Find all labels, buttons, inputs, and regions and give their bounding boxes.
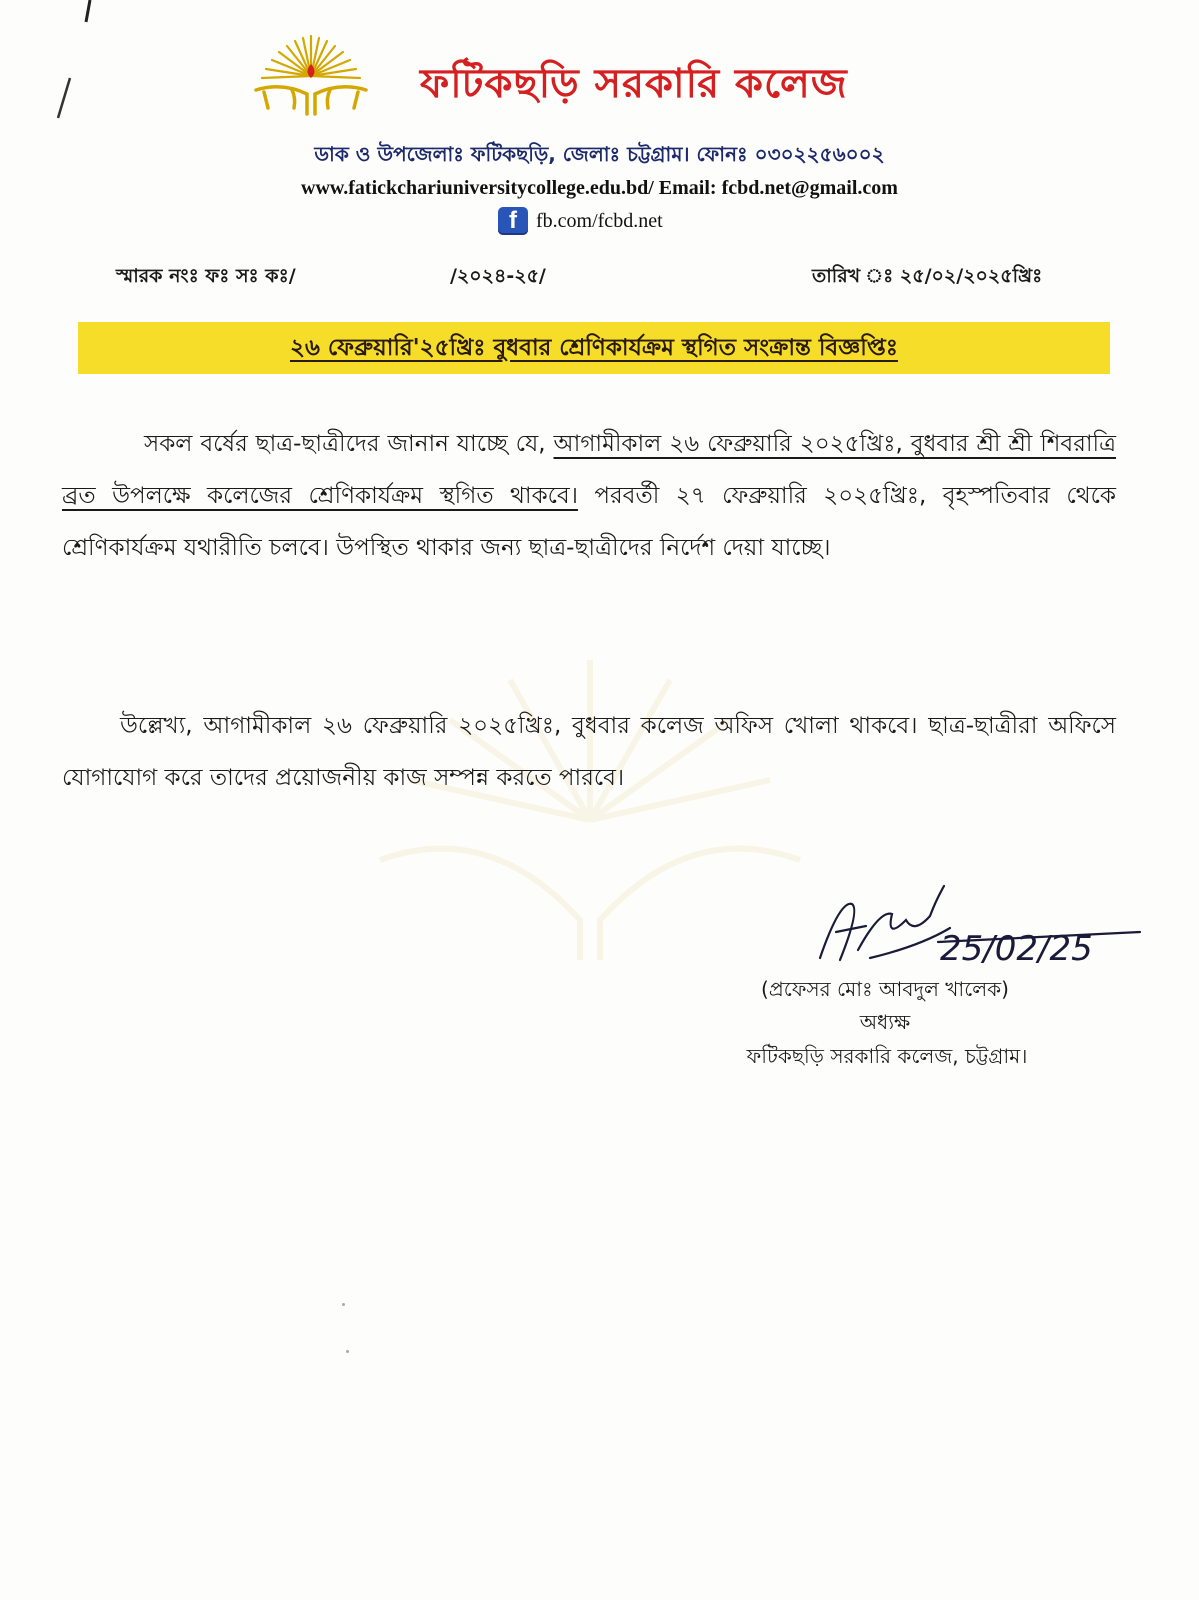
memo-number: স্মারক নংঃ ফঃ সঃ কঃ/ — [116, 265, 296, 287]
paper-speck — [346, 1350, 349, 1353]
facebook-link — [498, 206, 663, 236]
notice-date: তারিখ ঃ ২৫/০২/২০২৫খ্রিঃ — [812, 265, 1043, 287]
para1-start: সকল বর্ষের ছাত্র-ছাত্রীদের জানান যাচ্ছে যে, — [144, 431, 554, 457]
body-paragraph-1 — [62, 418, 1116, 574]
paper-speck — [342, 1303, 345, 1306]
para1-underlined: আগামীকাল ২৬ ফেব্রুয়ারি ২০২৫খ্রিঃ, বুধবার শ্রী শ্রী শিবরাত্রি ব্রত উপলক্ষে কলেজের শ্রেণিকার্যক্রম স্থগিত থাকবে। — [62, 431, 1116, 509]
subject-banner — [78, 322, 1110, 374]
body-paragraph-2: উল্লেখ্য, আগামীকাল ২৬ ফেব্রুয়ারি ২০২৫খ্রিঃ, বুধবার কলেজ অফিস খোলা থাকবে। ছাত্র-ছাত্রীরা অফিসে যোগাযোগ করে তাদের প্রয়োজনীয় কাজ সম্পন্ন করতে পারবে। — [62, 713, 1116, 791]
pen-stroke-mark — [40, 0, 100, 130]
subject-text: ২৬ ফেব্রুয়ারি'২৫খ্রিঃ বুধবার শ্রেণিকার্যক্রম স্থগিত সংক্রান্ত বিজ্ঞপ্তিঃ — [289, 334, 898, 361]
college-name: ফটিকছড়ি সরকারি কলেজ — [420, 61, 848, 107]
para1-end: পরবর্তী ২৭ ফেব্রুয়ারি ২০২৫খ্রিঃ, বৃহস্পতিবার থেকে শ্রেণিকার্যক্রম যথারীতি চলবে। উপস্থিত থাকার জন্য ছাত্র-ছাত্রীদের নির্দেশ দেয়া যাচ্ছে। — [62, 483, 1116, 561]
reference-row — [0, 262, 1199, 292]
signer-title: অধ্যক্ষ — [859, 1010, 911, 1034]
signer-organization: ফটিকছড়ি সরকারি কলেজ, চট্টগ্রাম। — [746, 1044, 1028, 1068]
handwritten-date: 25/02/25 — [940, 929, 1093, 969]
facebook-icon: f — [498, 207, 528, 235]
session-number: /২০২৪-২৫/ — [450, 265, 546, 287]
college-address: ডাক ও উপজেলাঃ ফটিকছড়ি, জেলাঃ চট্টগ্রাম। ফোনঃ ০৩০২২৫৬০০২ — [314, 142, 885, 166]
website-email: www.fatickchariuniversitycollege.edu.bd/ Email: fcbd.net@gmail.com — [301, 177, 898, 199]
signer-name: (প্রফেসর মোঃ আবদুল খালেক) — [761, 977, 1009, 1001]
college-logo-icon — [252, 32, 370, 118]
facebook-url: fb.com/fcbd.net — [536, 209, 663, 232]
handwritten-signature — [810, 880, 1190, 990]
